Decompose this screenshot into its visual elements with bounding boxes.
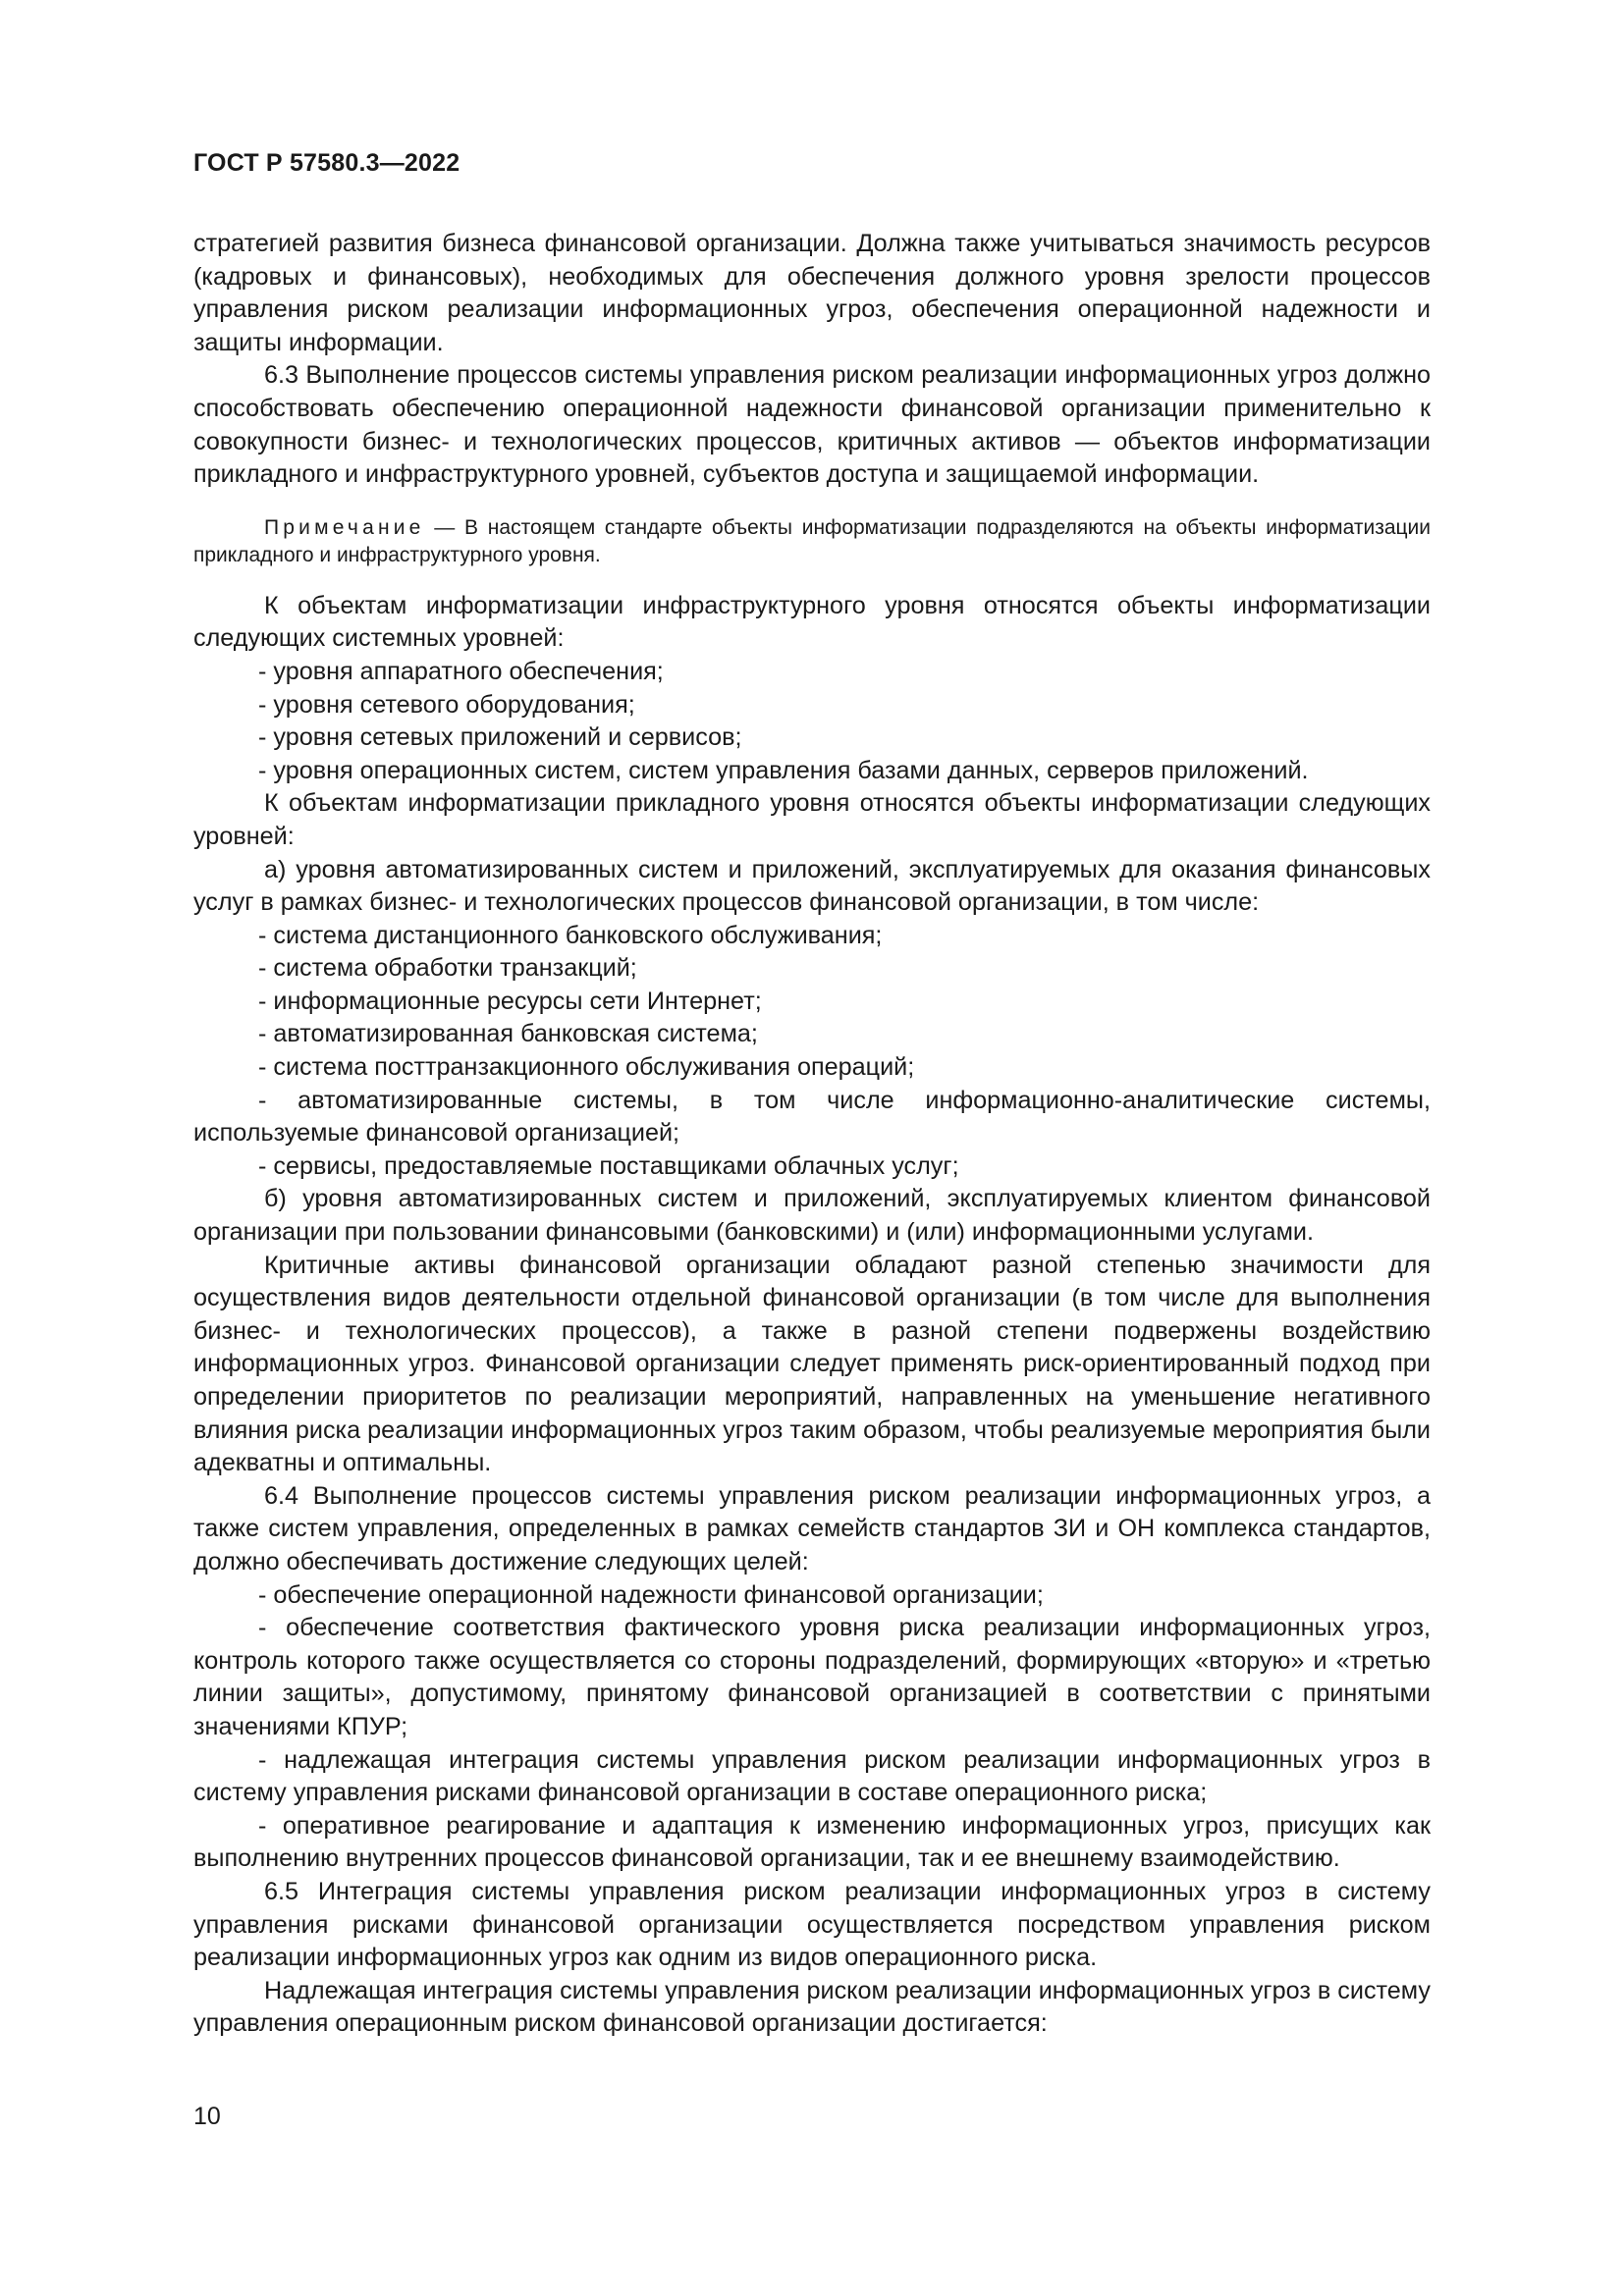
list-item: - сервисы, предоставляемые поставщиками облачных услуг; <box>258 1151 959 1180</box>
document-body <box>193 228 1431 2041</box>
paragraph-section-6-3: 6.3 Выполнение процессов системы управления риском реализации информационных угроз должно способствовать обеспечению операционной надежности финансовой организации применительно к совокупности бизнес- и технологических процессов, критичных активов — объектов информатизации прикладного и инфраструктурного уровней, субъектов доступа и защищаемой информации. <box>193 361 1431 489</box>
list-item: - автоматизированная банковская система; <box>258 1020 758 1048</box>
list-item: - обеспечение соответствия фактического уровня риска реализации информационных угроз, контроль которого также осуществляется со стороны подразделений, формирующих «вторую» и «третью линии защиты», допустимому, принятому финансовой организацией в соответствии с принятыми значениями КПУР; <box>193 1614 1431 1740</box>
paragraph: К объектам информатизации инфраструктурного уровня относятся объекты информатизации следующих системных уровней: <box>193 591 1431 653</box>
document-header: ГОСТ Р 57580.3—2022 <box>193 149 460 177</box>
list-item-a: а) уровня автоматизированных систем и приложений, эксплуатируемых для оказания финансовых услуг в рамках бизнес- и технологических процессов финансовой организации, в том числе: <box>193 855 1431 917</box>
paragraph: Надлежащая интеграция системы управления риском реализации информационных угроз в систему управления операционным риском финансовой организации достигается: <box>193 1976 1431 2038</box>
list-item: - автоматизированные системы, в том числе информационно-аналитические системы, используемые финансовой организацией; <box>193 1086 1431 1148</box>
list-item: - система дистанционного банковского обслуживания; <box>258 921 883 949</box>
paragraph-section-6-5: 6.5 Интеграция системы управления риском реализации информационных угроз в систему управления рисками финансовой организации осуществляется посредством управления риском реализации информационных угроз как одним из видов операционного риска. <box>193 1877 1431 1972</box>
list-item: - уровня операционных систем, систем управления базами данных, серверов приложений. <box>258 756 1309 784</box>
paragraph: К объектам информатизации прикладного уровня относятся объекты информатизации следующих уровней: <box>193 789 1431 850</box>
note-label: Примечание <box>264 515 425 539</box>
paragraph: Критичные активы финансовой организации обладают разной степенью значимости для осуществления видов деятельности отдельной финансовой организации (в том числе для выполнения бизнес- и технологических процессов), а также в разной степени подвержены воздействию информационных угроз. Финансовой организации следует применять риск-ориентированный подход при определении приоритетов по реализации мероприятий, направленных на уменьшение негативного влияния риска реализации информационных угроз таким образом, чтобы реализуемые мероприятия были адекватны и оптимальны. <box>193 1251 1431 1477</box>
list-item-b: б) уровня автоматизированных систем и приложений, эксплуатируемых клиентом финансовой организации при пользовании финансовыми (банковскими) и (или) информационными услугами. <box>193 1185 1431 1247</box>
list-item: - обеспечение операционной надежности финансовой организации; <box>258 1580 1044 1609</box>
paragraph: стратегией развития бизнеса финансовой организации. Должна также учитываться значимость ресурсов (кадровых и финансовых), необходимых для обеспечения должного уровня зрелости процессов управления риском реализации информационных угроз, обеспечения операционной надежности и защиты информации. <box>193 230 1431 356</box>
list-item: - уровня аппаратного обеспечения; <box>258 657 664 685</box>
note <box>193 514 1431 569</box>
list-item: - уровня сетевого оборудования; <box>258 690 635 719</box>
paragraph-section-6-4: 6.4 Выполнение процессов системы управления риском реализации информационных угроз, а также систем управления, определенных в рамках семейств стандартов ЗИ и ОН комплекса стандартов, должно обеспечивать достижение следующих целей: <box>193 1481 1431 1575</box>
list-item: - оперативное реагирование и адаптация к изменению информационных угроз, присущих как выполнению внутренних процессов финансовой организации, так и ее внешнему взаимодействию. <box>193 1811 1431 1873</box>
list-item: - надлежащая интеграция системы управления риском реализации информационных угроз в систему управления рисками финансовой организации в составе операционного риска; <box>193 1745 1431 1807</box>
note-text: — В настоящем стандарте объекты информатизации подразделяются на объекты информатизации прикладного и инфраструктурного уровня. <box>193 515 1431 566</box>
list-item: - система посттранзакционного обслуживания операций; <box>258 1053 915 1082</box>
list-item: - система обработки транзакций; <box>258 954 637 983</box>
page-number: 10 <box>193 2103 221 2130</box>
list-item: - информационные ресурсы сети Интернет; <box>258 987 762 1015</box>
list-item: - уровня сетевых приложений и сервисов; <box>258 723 742 752</box>
